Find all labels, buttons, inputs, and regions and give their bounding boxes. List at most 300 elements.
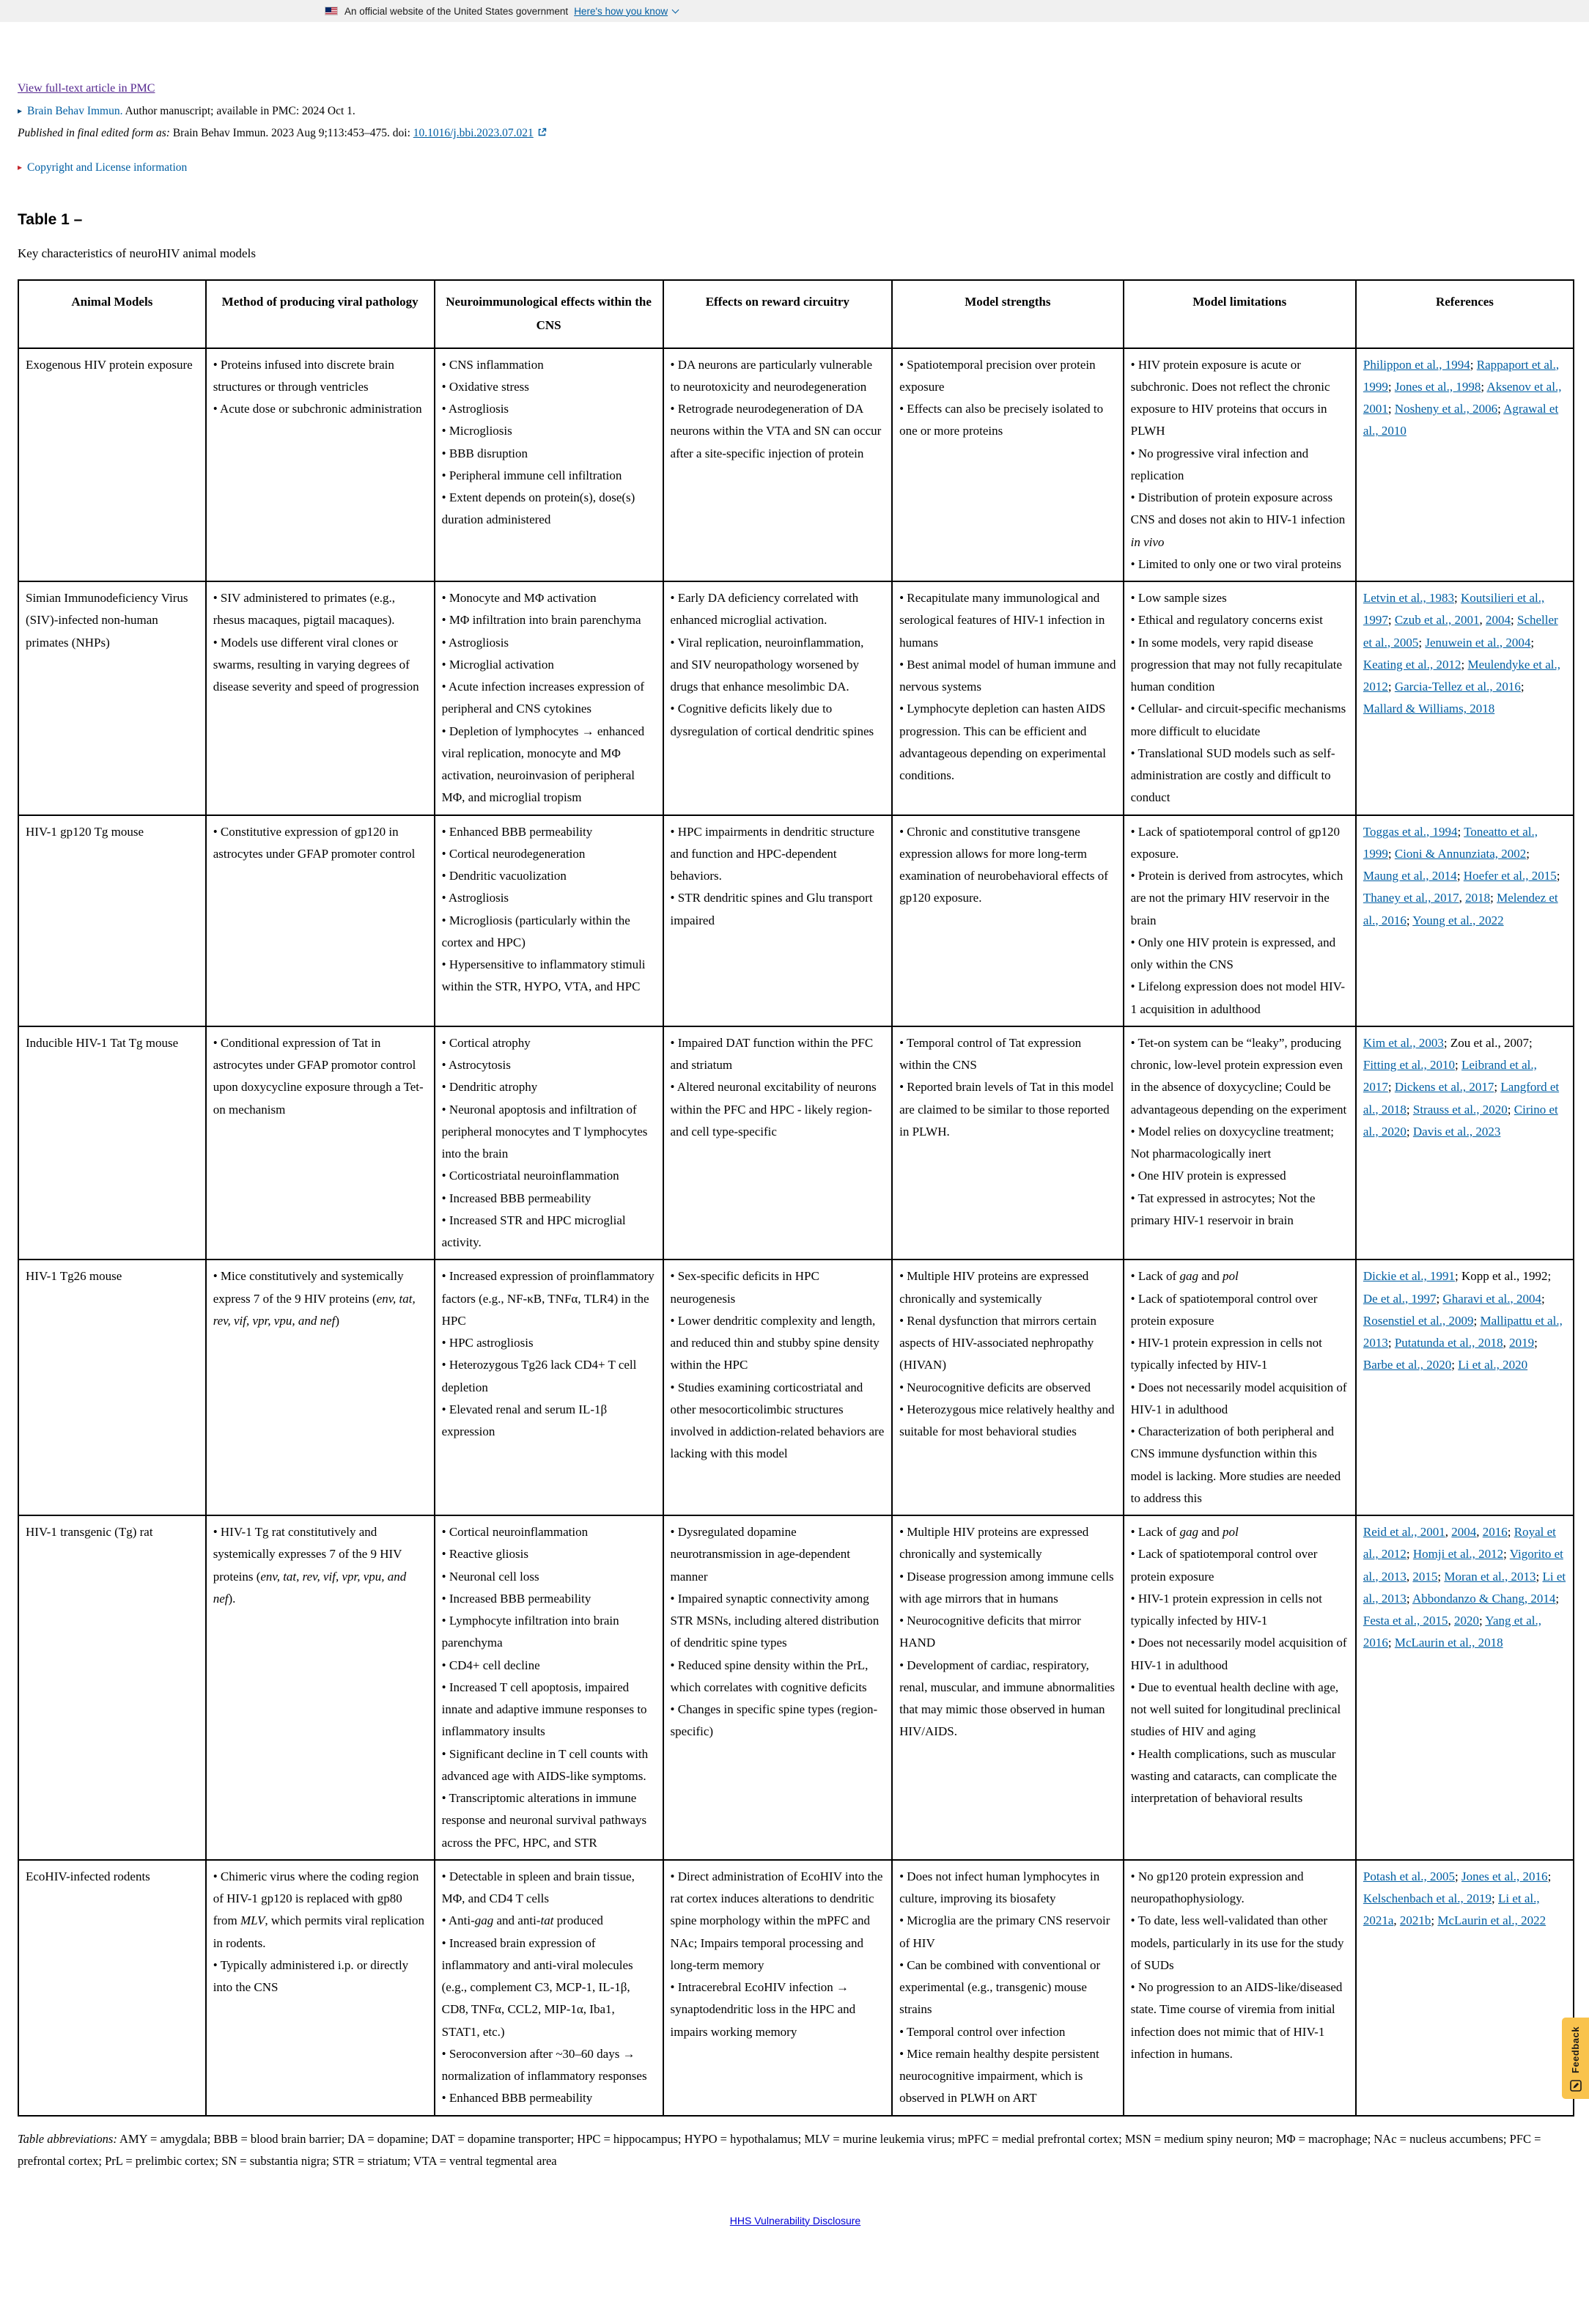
reference-link[interactable]: Scheller et al., 2005 [1363,613,1558,650]
strengths-cell [892,1515,1124,1860]
limitations-cell [1124,1026,1356,1260]
references-cell [1356,815,1574,1026]
table-row [18,1515,1574,1860]
column-header-strengths: Model strengths [892,280,1124,348]
reference-link[interactable]: Langford et al., 2018 [1363,1080,1560,1117]
reference-link[interactable]: 2019 [1509,1336,1535,1350]
reference-link[interactable]: Li et al., 2013 [1363,1569,1566,1606]
bullet-item: • Heterozygous mice relatively healthy and suitable for most behavioral studies [899,1402,1115,1439]
bullet-item: • Lack of spatiotemporal control over protein exposure [1130,1291,1318,1328]
references-cell [1356,1026,1574,1260]
reference-separator: , [1406,1569,1413,1584]
reference-link[interactable]: McLaurin et al., 2022 [1437,1913,1546,1928]
reference-link[interactable]: 2021b [1399,1913,1431,1928]
bullet-item: • To date, less well-validated than other models, particularly in its use for the study of SUDs [1130,1913,1344,1972]
journal-link[interactable]: Brain Behav Immun. [27,105,123,117]
bullet-item: • Enhanced BBB permeability [441,824,593,839]
reference-link[interactable]: Abbondanzo & Chang, 2014 [1412,1591,1556,1606]
reference-link[interactable]: Royal et al., 2012 [1363,1525,1556,1562]
bullet-item: • Mice constitutively and systemically express 7 of the 9 HIV proteins (env, tat, rev, vif, vpr, vpu, and nef) [213,1269,416,1328]
bullet-item: • Reported brain levels of Tat in this model are claimed to be similar to those reported in PLWH. [899,1080,1114,1139]
bullet-item: • BBB disruption [441,446,528,460]
bullet-item: • Recapitulate many immunological and serological features of HIV-1 infection in humans [899,591,1105,650]
banner-how-you-know-label: Here's how you know [574,5,668,17]
feedback-button[interactable] [1562,2018,1589,2099]
reference-separator: ; [1437,1569,1445,1584]
bullet-item: • Proteins infused into discrete brain structures or through ventricles [213,357,394,394]
view-fulltext-link[interactable]: View full-text article in PMC [18,82,155,95]
bullet-item: • CD4+ cell decline [441,1658,540,1672]
reference-separator: ; [1526,846,1530,861]
reference-link[interactable]: Putatunda et al., 2018 [1394,1336,1503,1350]
reference-link[interactable]: Koutsilieri et al., 1997 [1363,591,1545,628]
reference-link[interactable]: Maung et al., 2014 [1363,869,1457,883]
method-cell [206,581,435,815]
reference-link[interactable]: Young et al., 2022 [1412,913,1504,927]
limitations-cell [1124,1515,1356,1860]
strengths-cell [892,1860,1124,2116]
reference-link[interactable]: Toggas et al., 1994 [1363,824,1458,839]
feedback-pencil-icon [1570,2080,1582,2092]
bullet-item: • Intracerebral EcoHIV infection → synaptodendritic loss in the HPC and impairs working memory [670,1980,856,2039]
bullet-item: • Disease progression among immune cells with age mirrors that in humans [899,1569,1114,1606]
references-cell [1356,581,1574,815]
reference-separator: ; [1406,1547,1413,1562]
bullet-item: • Lower dendritic complexity and length, and reduced thin and stubby spine density within the HPC [670,1313,880,1372]
reference-link[interactable]: Jones et al., 2016 [1461,1869,1548,1883]
table-footnote [18,2128,1574,2172]
bullet-item: • Cognitive deficits likely due to dysregulation of cortical dendritic spines [670,702,874,738]
reference-separator: ; [1470,357,1477,372]
bullet-item: • Temporal control of Tat expression within the CNS [899,1035,1082,1073]
reference-separator: ; [1492,1891,1498,1906]
method-cell [206,348,435,582]
bullet-item: • No progression to an AIDS-like/diseased state. Time course of viremia from initial infection does not mimic that of HIV-1 infection in humans. [1130,1980,1343,2061]
reference-link[interactable]: Agrawal et al., 2010 [1363,402,1559,438]
table-row [18,1260,1574,1515]
published-citation: Brain Behav Immun. 2023 Aug 9;113:453–475. doi: [169,127,413,139]
bullet-item: • Direct administration of EcoHIV into the rat cortex induces alterations to dendritic spine morphology within the mPFC and NAc; Impairs temporal processing and long-term memory [670,1869,883,1972]
reference-separator: ; [1418,635,1426,650]
bullet-item: • Elevated renal and serum IL-1β expression [441,1402,608,1439]
reference-separator: , [1448,1614,1455,1628]
chevron-down-icon [672,6,679,13]
reference-link[interactable]: Cirino et al., 2020 [1363,1102,1558,1139]
reference-link[interactable]: Melendez et al., 2016 [1363,891,1558,927]
bullet-item: • Dendritic atrophy [441,1080,538,1095]
bullet-item: • Limited to only one or two viral proteins [1130,556,1341,571]
bullet-item: • Seroconversion after ~30–60 days → normalization of inflammatory responses [441,2046,647,2084]
bullet-item: • Neurocognitive deficits that mirror HAND [899,1614,1081,1650]
bullet-item: • MΦ infiltration into brain parenchyma [441,613,641,628]
reference-link[interactable]: Homji et al., 2012 [1412,1547,1504,1562]
cns-effects-cell [435,1260,663,1515]
table-row [18,1860,1574,2116]
bullet-item: • In some models, very rapid disease progression that may not fully recapitulate human condition [1130,635,1343,694]
reference-separator: ; [1387,613,1395,628]
bullet-item: • Does not necessarily model acquisition of HIV-1 in adulthood [1130,1636,1347,1672]
bullet-item: • Anti-gag and anti-tat produced [441,1913,603,1928]
reference-link[interactable]: Nosheny et al., 2006 [1394,402,1498,416]
reference-link[interactable]: Davis et al., 2023 [1412,1124,1501,1139]
bullet-item: • Only one HIV protein is expressed, and only within the CNS [1130,935,1336,972]
reference-link[interactable]: Aksenov et al., 2001 [1363,379,1562,416]
bullet-item: • Corticostriatal neuroinflammation [441,1169,619,1183]
reference-link[interactable]: Li et al., 2020 [1458,1358,1528,1372]
bullet-item: • Microgliosis [441,424,512,438]
column-header-animal-models: Animal Models [18,280,206,348]
bullet-item: • Reduced spine density within the PrL, which correlates with cognitive deficits [670,1658,869,1694]
bullet-item: • Does not infect human lymphocytes in culture, improving its biosafety [899,1869,1100,1906]
reference-link[interactable]: Festa et al., 2015 [1363,1614,1448,1628]
strengths-cell [892,815,1124,1026]
bullet-item: • Lack of gag and pol [1130,1525,1239,1540]
bullet-item: • Sex-specific deficits in HPC neurogenesis [670,1269,819,1306]
method-cell [206,1860,435,2116]
bullet-item: • Increased T cell apoptosis, impaired innate and adaptive immune responses to inflammatory insults [441,1680,647,1739]
bullet-item: • HIV protein exposure is acute or subchronic. Does not reflect the chronic exposure to HIV proteins that occurs in PLWH [1130,357,1330,438]
reward-circuitry-cell [663,581,893,815]
bullet-item: • Characterization of both peripheral and CNS immune dysfunction within this model is lacking. More studies are needed to address this [1130,1424,1341,1505]
reference-separator: ; [1387,680,1395,694]
bullet-item: • Model relies on doxycycline treatment; Not pharmacologically inert [1130,1124,1335,1161]
reference-separator: ; [1406,1124,1413,1139]
bullet-item: • Extent depends on protein(s), dose(s) duration administered [441,490,635,527]
bullet-item: • Altered neuronal excitability of neurons within the PFC and HPC - likely region- and cell type-specific [670,1080,877,1139]
reference-link[interactable]: McLaurin et al., 2018 [1394,1636,1503,1650]
reference-link[interactable]: Moran et al., 2013 [1444,1569,1536,1584]
bullet-item: • Conditional expression of Tat in astrocytes under GFAP promotor control upon doxycycline exposure through a Tet-on mechanism [213,1035,424,1117]
animal-model-cell: HIV-1 gp120 Tg mouse [18,815,206,1026]
cns-effects-cell [435,1026,663,1260]
animal-model-cell: EcoHIV-infected rodents [18,1860,206,2116]
bullet-item: • Development of cardiac, respiratory, renal, muscular, and immune abnormalities that may mimic those observed in human HIV/AIDS. [899,1658,1115,1739]
reference-separator: ; [1497,402,1504,416]
limitations-cell [1124,348,1356,582]
bullet-item: • Renal dysfunction that mirrors certain aspects of HIV-associated nephropathy (HIVAN) [899,1313,1096,1372]
bullet-item: • Microglial activation [441,657,554,672]
reference-link[interactable]: Dickens et al., 2017 [1394,1080,1494,1095]
bullet-item: • Acute dose or subchronic administration [213,402,422,416]
reference-link[interactable]: Meulendyke et al., 2012 [1363,657,1560,694]
bullet-item: • Does not necessarily model acquisition of HIV-1 in adulthood [1130,1380,1347,1416]
external-link-icon [537,128,547,141]
reference-link[interactable]: Rosenstiel et al., 2009 [1363,1313,1474,1328]
column-header-limitations: Model limitations [1124,280,1356,348]
references-cell [1356,348,1574,582]
bullet-item: • Impaired DAT function within the PFC and striatum [670,1035,874,1073]
reference-separator: ; [1406,1591,1412,1606]
bullet-item: • Lack of spatiotemporal control over protein exposure [1130,1547,1318,1584]
method-cell [206,1515,435,1860]
manuscript-page [0,22,1589,2226]
bullet-item: • Protein is derived from astrocytes, which are not the primary HIV reservoir in the brain [1130,869,1343,927]
bullet-item: • Microglia are the primary CNS reservoir of HIV [899,1913,1110,1950]
reference-separator: , [1476,1525,1483,1540]
column-header-cns-effects: Neuroimmunological effects within the CNS [435,280,663,348]
references-cell [1356,1260,1574,1515]
reference-link[interactable]: 2020 [1454,1614,1480,1628]
gov-banner [0,0,1589,22]
reference-separator: ; [1494,1080,1501,1095]
disclosure-triangle-icon: ▸ [18,162,23,172]
cns-effects-cell [435,815,663,1026]
column-header-reward-circuitry: Effects on reward circuitry [663,280,893,348]
reference-separator: ; [1507,1102,1514,1117]
bullet-item: • Viral replication, neuroinflammation, and SIV neuropathology worsened by drugs that enhance mesolimbic DA. [670,635,864,694]
reference-link[interactable]: Li et al., 2021a [1363,1891,1540,1928]
bullet-item: • STR dendritic spines and Glu transport impaired [670,891,873,927]
bullet-item: • Detectable in spleen and brain tissue, MΦ, and CD4 T cells [441,1869,635,1906]
disclosure-triangle-icon: ▸ [18,106,23,116]
reference-separator: ; [1387,379,1395,394]
reference-separator: ; [1535,1569,1543,1584]
reference-link[interactable]: Mallipattu et al., 2013 [1363,1313,1563,1350]
method-cell [206,815,435,1026]
bullet-item: • DA neurons are particularly vulnerable to neurotoxicity and neurodegeneration [670,357,873,394]
reference-link[interactable]: Kelschenbach et al., 2019 [1363,1891,1492,1906]
reference-link[interactable]: Hoefer et al., 2015 [1463,869,1557,883]
bullet-item: • Neuronal apoptosis and infiltration of peripheral monocytes and T lymphocytes into the brain [441,1102,648,1161]
reference-link[interactable]: Jones et al., 1998 [1394,379,1481,394]
published-line [18,127,1573,141]
reference-separator: ; [1547,1869,1552,1883]
bullet-item: • HPC impairments in dendritic structure and function and HPC-dependent behaviors. [670,824,874,883]
bullet-item: • Reactive gliosis [441,1547,528,1562]
reference-link[interactable]: 2004 [1486,613,1511,628]
bullet-item: • Increased expression of proinflammatory factors (e.g., NF-κB, TNFα, TLR4) in the HPC [441,1269,655,1328]
table-title: Table 1 – [18,211,83,228]
reference-separator: ; [1541,1291,1545,1306]
reference-separator: ; [1455,1869,1461,1883]
bullet-item: • Depletion of lymphocytes → enhanced viral replication, monocyte and MΦ activation, neuroinvasion of peripheral MΦ, and microglial tropism [441,724,645,805]
reference-link[interactable]: Garcia-Tellez et al., 2016 [1394,680,1521,694]
reference-separator: ; [1387,402,1395,416]
footnote-label: Table abbreviations: [18,2131,117,2146]
bullet-item: • Temporal control over infection [899,2024,1066,2039]
banner-how-you-know-link[interactable] [574,6,678,17]
table-row [18,348,1574,582]
reference-separator: ; [1387,1636,1395,1650]
reference-link[interactable]: Czub et al., 2001 [1394,613,1480,628]
bullet-item: • Tat expressed in astrocytes; Not the primary HIV-1 reservoir in brain [1130,1191,1316,1227]
bullet-item: • Lymphocyte depletion can hasten AIDS progression. This can be efficient and advantageous depending on experimental conditions. [899,702,1106,783]
bullet-item: • Changes in specific spine types (region-specific) [670,1702,878,1739]
bullet-item: • Hypersensitive to inflammatory stimuli within the STR, HYPO, VTA, and HPC [441,957,646,994]
bullet-item: • Typically administered i.p. or directly into the CNS [213,1957,409,1995]
bullet-item: • Increased brain expression of inflammatory and anti-viral molecules (e.g., complement C3, MCP-1, IL-1β, CD8, TNFα, CCL2, MIP-1α, Iba1, STAT1, etc.) [441,1935,633,2039]
reference-separator: , [1459,891,1466,905]
column-header-method: Method of producing viral pathology [206,280,435,348]
strengths-cell [892,1260,1124,1515]
reference-separator: ; [1455,1058,1461,1073]
reference-separator: ; [1406,913,1413,927]
reference-separator: ; [1473,1313,1481,1328]
bullet-item: • Oxidative stress [441,379,529,394]
reference-link[interactable]: Barbe et al., 2020 [1363,1358,1452,1372]
bullet-item: • Early DA deficiency correlated with enhanced microglial activation. [670,591,859,628]
reference-link[interactable]: 2004 [1451,1525,1477,1540]
reference-link[interactable]: Philippon et al., 1994 [1363,357,1470,372]
reference-separator: , [1479,613,1486,628]
bullet-item: • Increased BBB permeability [441,1191,591,1205]
reference-separator: ; [1461,657,1468,672]
reference-separator: ; [1490,891,1497,905]
reference-link[interactable]: Cioni & Annunziata, 2002 [1394,846,1527,861]
reference-separator: ; [1556,869,1560,883]
reference-separator: , [1393,1913,1400,1928]
limitations-cell [1124,581,1356,815]
citation-line [18,105,1573,118]
feedback-label: Feedback [1570,2026,1581,2073]
bullet-item: • Astrogliosis [441,891,509,905]
strengths-cell [892,581,1124,815]
limitations-cell [1124,1860,1356,2116]
reference-separator: ; [1387,846,1395,861]
bullet-item: • HIV-1 Tg rat constitutively and systemically expresses 7 of the 9 HIV proteins (env, tat, rev, vif, vpr, vpu, and nef). [213,1525,407,1606]
reference-separator: ; [1387,1080,1395,1095]
doi-link[interactable]: 10.1016/j.bbi.2023.07.021 [413,127,534,139]
reference-link[interactable]: De et al., 1997 [1363,1291,1437,1306]
bullet-item: • Translational SUD models such as self-administration are costly and difficult to conduct [1130,746,1335,805]
reference-separator: ; Kopp et al., 1992; [1454,1269,1552,1284]
animal-model-cell: HIV-1 transgenic (Tg) rat [18,1515,206,1860]
citation-rest: Author manuscript; available in PMC: 2024 Oct 1. [122,105,355,117]
reference-separator: ; [1534,1336,1538,1350]
reference-link[interactable]: Rappaport et al., 1999 [1363,357,1560,394]
reference-separator: ; [1503,1547,1510,1562]
bullet-item: • Astrogliosis [441,635,509,650]
reference-link[interactable]: Yang et al., 2016 [1363,1614,1542,1650]
bullet-item: • Effects can also be precisely isolated to one or more proteins [899,402,1104,438]
reference-link[interactable]: Kim et al., 2003 [1363,1035,1444,1050]
bullet-item: • Lifelong expression does not model HIV-1 acquisition in adulthood [1130,979,1346,1016]
bullet-item: • Retrograde neurodegeneration of DA neurons within the VTA and SN can occur after a site-specific injection of protein [670,402,882,460]
bullet-item: • Transcriptomic alterations in immune response and neuronal survival pathways across the PFC, HPC, and STR [441,1791,647,1850]
reference-link[interactable]: Gharavi et al., 2004 [1442,1291,1541,1306]
bullet-item: • Increased BBB permeability [441,1591,591,1606]
animal-model-cell: Simian Immunodeficiency Virus (SIV)-infected non-human primates (NHPs) [18,581,206,815]
bullet-item: • CNS inflammation [441,357,544,372]
animal-model-cell: Inducible HIV-1 Tat Tg mouse [18,1026,206,1260]
reference-link[interactable]: 2015 [1412,1569,1438,1584]
bullet-item: • Chimeric virus where the coding region of HIV-1 gp120 is replaced with gp80 from MLV, which permits viral replication in rodents. [213,1869,424,1950]
bullet-item: • Multiple HIV proteins are expressed chronically and systemically [899,1269,1089,1306]
reference-link[interactable]: Leibrand et al., 2017 [1363,1058,1537,1095]
reference-separator: ; [1555,1591,1560,1606]
limitations-cell [1124,815,1356,1026]
banner-text: An official website of the United States government [344,5,569,17]
bullet-item: • Lack of spatiotemporal control of gp120 exposure. [1130,824,1341,861]
bullet-item: • Increased STR and HPC microglial activity. [441,1213,626,1250]
bullet-item: • Lymphocyte infiltration into brain parenchyma [441,1614,619,1650]
bullet-item: • Distribution of protein exposure across CNS and doses not akin to HIV-1 infection in vivo [1130,490,1346,549]
bullet-item: • Acute infection increases expression of peripheral and CNS cytokines [441,680,645,716]
bullet-item: • Cellular- and circuit-specific mechanisms more difficult to elucidate [1130,702,1346,738]
published-prefix: Published in final edited form as: [18,127,170,139]
reference-link[interactable]: 2018 [1465,891,1491,905]
hhs-vulnerability-link[interactable]: HHS Vulnerability Disclosure [729,2214,861,2226]
cns-effects-cell [435,581,663,815]
bullet-item: • Heterozygous Tg26 lack CD4+ T cell depletion [441,1358,637,1394]
reference-separator: , [1445,1525,1452,1540]
bullet-item: • No gp120 protein expression and neuropathophysiology. [1130,1869,1304,1906]
cns-effects-cell [435,1515,663,1860]
bullet-item: • Cortical atrophy [441,1035,531,1050]
copyright-line [18,161,1573,174]
reference-link[interactable]: Letvin et al., 1983 [1363,591,1455,606]
method-cell [206,1026,435,1260]
bullet-item: • Neuronal cell loss [441,1569,539,1584]
reference-separator: , [1503,1336,1510,1350]
reference-link[interactable]: Keating et al., 2012 [1363,657,1461,672]
bullet-item: • Astrocytosis [441,1058,511,1073]
reward-circuitry-cell [663,815,893,1026]
reference-separator: ; [1481,379,1487,394]
limitations-cell [1124,1260,1356,1515]
reference-separator: ; [1456,869,1464,883]
bullet-item: • Multiple HIV proteins are expressed chronically and systemically [899,1525,1089,1562]
bullet-item: • Tet-on system can be “leaky”, producing chronic, low-level protein expression even in the absence of doxycycline; Could be advantageous depending on the experiment [1130,1035,1347,1117]
bullet-item: • No progressive viral infection and replication [1130,446,1309,482]
bullet-item: • Best animal model of human immune and nervous systems [899,657,1116,694]
reference-link[interactable]: 2016 [1482,1525,1508,1540]
reward-circuitry-cell [663,1026,893,1260]
bullet-item: • Lack of gag and pol [1130,1269,1239,1284]
bullet-item: • HPC astrogliosis [441,1336,534,1350]
table-header-row [18,280,1574,348]
reference-link[interactable]: Vigorito et al., 2013 [1363,1547,1563,1584]
bullet-item: • Cortical neuroinflammation [441,1525,589,1540]
reference-link[interactable]: Potash et al., 2005 [1363,1869,1455,1883]
bullet-item: • Studies examining corticostriatal and other mesocorticolimbic structures involved in addiction-related behaviors are lacking with this model [670,1380,885,1461]
bullet-item: • Mice remain healthy despite persistent neurocognitive impairment, which is observed in PLWH on ART [899,2046,1099,2106]
reward-circuitry-cell [663,1260,893,1515]
animal-model-cell: HIV-1 Tg26 mouse [18,1260,206,1515]
bullet-item: • Due to eventual health decline with age, not well suited for longitudinal preclinical studies of HIV and aging [1130,1680,1341,1739]
bullet-item: • Monocyte and MΦ activation [441,591,597,606]
reference-separator: ; [1507,1525,1514,1540]
table-row [18,815,1574,1026]
reference-link[interactable]: Strauss et al., 2020 [1412,1102,1508,1117]
bullet-item: • SIV administered to primates (e.g., rhesus macaques, pigtail macaques). [213,591,395,628]
bullet-item: • One HIV protein is expressed [1130,1169,1286,1183]
reference-link[interactable]: Toneatto et al., 1999 [1363,824,1538,861]
bullet-item: • Enhanced BBB permeability [441,2091,593,2106]
reference-link[interactable]: Thaney et al., 2017 [1363,891,1459,905]
bullet-item: • Constitutive expression of gp120 in astrocytes under GFAP promoter control [213,824,416,861]
reference-separator: ; [1451,1358,1459,1372]
reference-link[interactable]: Mallard & Williams, 2018 [1363,702,1495,716]
animal-model-cell: Exogenous HIV protein exposure [18,348,206,582]
reference-link[interactable]: Fitting et al., 2010 [1363,1058,1455,1073]
reference-link[interactable]: Dickie et al., 1991 [1363,1269,1455,1284]
cns-effects-cell [435,348,663,582]
column-header-references: References [1356,280,1574,348]
bullet-item: • Dysregulated dopamine neurotransmission in age-dependent manner [670,1525,851,1584]
bullet-item: • Impaired synaptic connectivity among STR MSNs, including altered distribution of dendritic spine types [670,1591,880,1650]
neurohiv-models-table [18,279,1574,2117]
reference-separator: ; [1387,1336,1395,1350]
copyright-license-link[interactable]: Copyright and License information [27,161,188,174]
bullet-item: • Peripheral immune cell infiltration [441,468,622,482]
reference-link[interactable]: Jenuwein et al., 2004 [1425,635,1531,650]
references-cell [1356,1515,1574,1860]
bullet-item: • Significant decline in T cell counts with advanced age with AIDS-like symptoms. [441,1746,649,1783]
table-caption: Key characteristics of neuroHIV animal models [18,246,256,260]
reference-separator: ; [1457,824,1464,839]
reference-link[interactable]: Reid et al., 2001 [1363,1525,1445,1540]
